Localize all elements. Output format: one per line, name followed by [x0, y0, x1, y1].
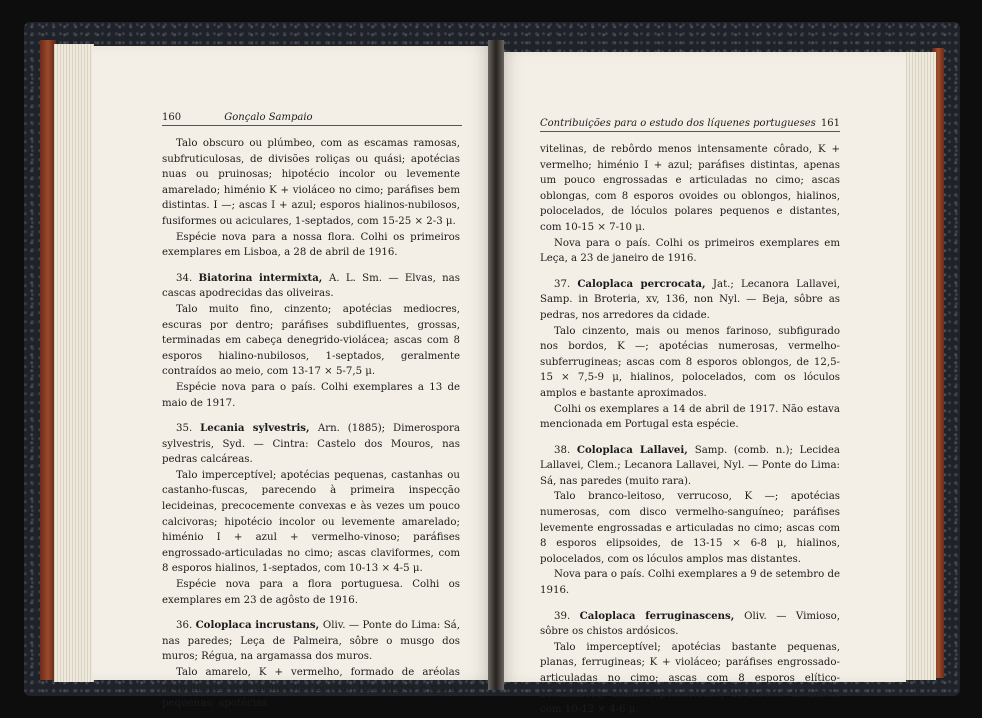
species-name: Coloplaca Lallavei, [576, 443, 695, 456]
paragraph-text: Talo imperceptível; apotécias bastante pequenas, planas, ferrugineas; K + violáceo; paráfises engrossado-articuladas no cimo; ascas com 8 esporos elítico-acuminados, hialinos, polocelados, de lóculos distantes, com 10-12 × 4-6 μ. [540, 641, 840, 716]
paragraph-text: Talo amarelo, K + vermelho, formado de aréolas granuliferas pelo menos nos bordos, irregulares e muito pequenas; apotécias [162, 667, 460, 710]
paragraph [540, 567, 840, 598]
entry-number: 36. [176, 620, 196, 632]
paragraph-text: Colhi os exemplares a 14 de abril de 1917. Não estava mencionada em Portugal esta espécie. [540, 403, 840, 431]
paragraph [162, 136, 460, 230]
paragraph [540, 640, 840, 718]
paragraph [540, 609, 840, 640]
species-name: Caloplaca percrocata, [577, 277, 713, 290]
paragraph [540, 236, 840, 267]
species-name: Lecania sylvestris, [200, 422, 318, 435]
paragraph-text: vitelinas, de rebôrdo menos intensamente côrado, K + vermelho; himénio I + azul; paráfises distintas, apenas um pouco engrossadas e articuladas no cimo; ascas oblongas, com 8 esporos ovoides ou oblongos, hialinos, polocelados, de lóculos polares pequenos e distantes, com 10-15 × 7-10 μ. [540, 144, 840, 233]
paragraph [162, 618, 460, 665]
entry-number: 37. [554, 278, 578, 290]
paragraph-text: Talo imperceptível; apotécias pequenas, castanhas ou castanho-fuscas, parecendo à primeira inspecção lecideinas, precocemente convexas e às vezes um pouco calcivoras; hipotécio incolor ou levemente amarelado; himénio I + azul + vermelho-vinoso; paráfises engrossado-articuladas no cimo; ascas claviformes, com 8 esporos hialinos, 1-septados, com 10-13 × 4-5 μ. [162, 469, 460, 575]
paragraph [162, 577, 460, 608]
paragraph-text: Oliv. — Ponte do Lima: Sá, nas paredes; Leça de Palmeira, sôbre o musgo dos muros; Régua, na argamassa dos muros. [162, 620, 460, 663]
paragraph [540, 443, 840, 490]
paragraph [162, 665, 460, 712]
paragraph-text: A. L. Sm. — Elvas, nas cascas apodrecidas das oliveiras. [162, 272, 460, 300]
right-running-head [540, 118, 840, 132]
paragraph-text: Espécie nova para a nossa flora. Colhi os primeiros exemplares em Lisboa, a 28 de abril de 1916. [162, 231, 460, 259]
left-body-text [162, 136, 460, 712]
paragraph [162, 421, 460, 468]
left-running-head [162, 112, 462, 126]
paragraph-text: Jat.; Lecanora Lallavei, Samp. in Broteria, xv, 136, non Nyl. — Beja, sôbre as pedras, nos arredores da cidade. [540, 278, 840, 321]
paragraph-text: Talo obscuro ou plúmbeo, com as escamas ramosas, subfruticulosas, de divisões roliças ou quási; apotécias nuas ou pruinosas; hipotécio incolor ou levemente amarelado; himénio K + violáceo no cimo; paráfises bem distintas. I —; ascas I + azul; esporos hialinos-nubilosos, fusiformes ou aciculares, 1-septados, com 15-25 × 2-3 μ. [162, 138, 460, 227]
paragraph [162, 230, 460, 261]
paragraph [540, 489, 840, 567]
paragraph-text: Nova para o país. Colhi exemplares a 9 de setembro de 1916. [540, 569, 840, 597]
left-page-number: 160 [162, 112, 182, 123]
entry-number: 38. [554, 444, 577, 456]
paragraph [162, 302, 460, 380]
paragraph-text: Espécie nova para a flora portuguesa. Colhi os exemplares em 23 de agôsto de 1916. [162, 579, 460, 606]
paragraph-text: Talo branco-leitoso, verrucoso, K —; apotécias numerosas, com disco vermelho-sanguíneo; paráfises levemente engrossadas e articuladas no cimo; ascas com 8 esporos elipsoides, de 13-15 × 6-8 μ, hialinos, polocelados, com os lóculos amplos mas distantes. [540, 491, 840, 565]
paragraph-text: Espécie nova para o país. Colhi exemplares a 13 de maio de 1917. [162, 381, 460, 409]
paragraph [540, 324, 840, 402]
paragraph-text: Nova para o país. Colhi os primeiros exemplares em Leça, a 23 de janeiro de 1916. [540, 237, 840, 265]
entry-number: 39. [554, 610, 580, 622]
species-name: Coloplaca incrustans, [195, 619, 323, 632]
left-page [92, 46, 496, 710]
right-body-text [540, 142, 840, 718]
paragraph [162, 271, 460, 302]
right-head-title: Contribuições para o estudo dos líquenes portugueses [540, 118, 816, 129]
paragraph-text: Oliv. — Vimioso, sôbre os chistos ardósicos. [540, 610, 840, 638]
right-page [496, 52, 906, 716]
paragraph [540, 142, 840, 236]
paragraph-text: Talo cinzento, mais ou menos farinoso, subfigurado nos bordos, K —; apotécias numerosas, vermelho-subferrugineas; ascas com 8 esporos oblongos, de 12,5-15 × 7,5-9 μ, hialinos, polocelados, com os lóculos amplos e bastante aproximados. [540, 325, 840, 399]
paragraph [162, 380, 460, 411]
species-name: Biatorina intermixta, [198, 271, 329, 284]
paragraph-text: Arn. (1885); Dimerospora sylvestris, Syd. — Cintra: Castelo dos Mouros, nas pedras calcáreas. [162, 423, 460, 466]
paragraph-text: Talo muito fino, cinzento; apotécias mediocres, escuras por dentro; paráfises subdifluentes, grossas, terminadas em cabeça denegrido-violácea; ascas com 8 esporos hialino-nubilosos, 1-septados, geralmente contraídos ao meio, com 13-17 × 5-7,5 μ. [162, 303, 460, 378]
left-head-title: Gonçalo Sampaio [224, 112, 313, 123]
left-page-stack [54, 44, 94, 682]
paragraph-text: Samp. (comb. n.); Lecidea Lallavei, Clem.; Lecanora Lallavei, Nyl. — Ponte do Lima: Sá, nas paredes (muito rara). [540, 444, 841, 487]
paragraph [162, 468, 460, 577]
book-gutter [488, 40, 504, 690]
right-page-stack [904, 52, 936, 680]
paragraph [540, 277, 840, 324]
right-page-number: 161 [820, 118, 840, 129]
paragraph [540, 402, 840, 433]
entry-number: 34. [176, 272, 199, 284]
entry-number: 35. [176, 423, 201, 435]
species-name: Caloplaca ferruginascens, [579, 609, 745, 622]
